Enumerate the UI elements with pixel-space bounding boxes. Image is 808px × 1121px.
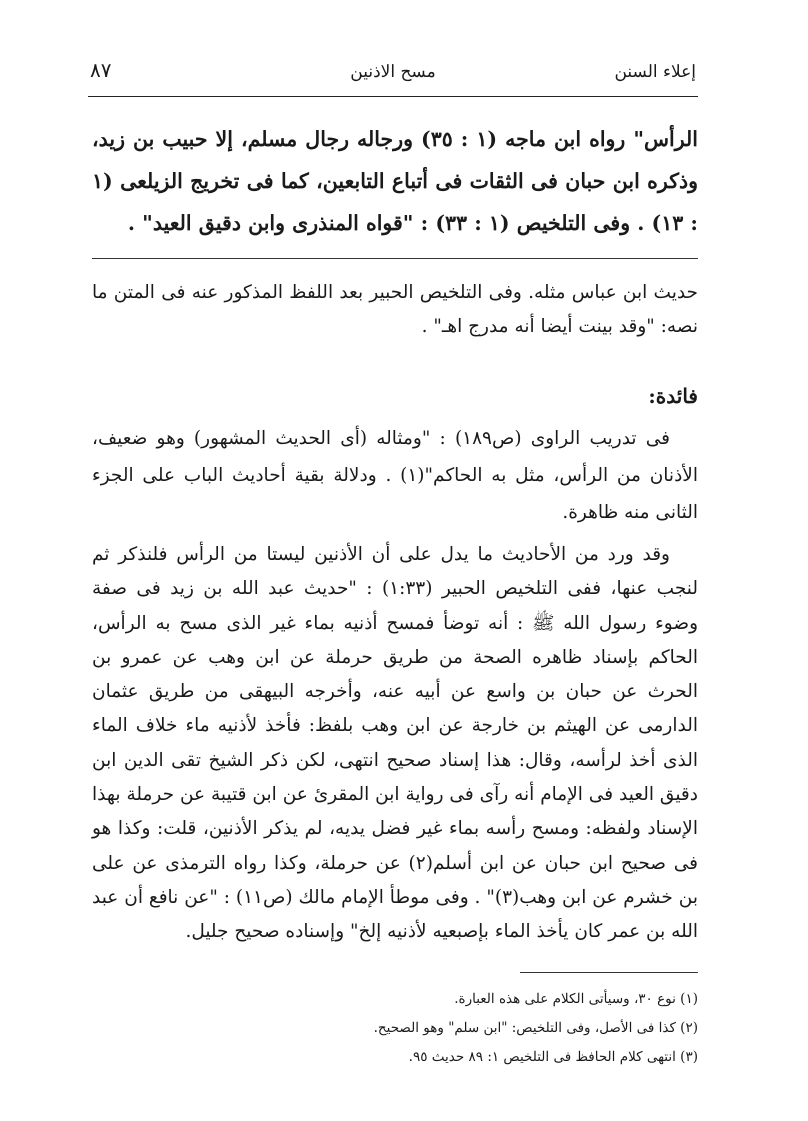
main-text: وقد ورد من الأحاديث ما يدل على أن الأذنين ليستا من الرأس فلنذكر ثم لنجب عنها، ففى التلخيص الحبير (١:٣٣) : "حديث عبد الله بن زيد فى صفة وضوء رسول الله ﷺ : أنه توضأ فمسح أذنيه بماء غير الذى مسح به الرأس، الحاكم بإسناد ظاهره الصحة من طريق حرملة عن ابن وهب عن عمرو بن الحرث عن حبان بن واسع عن أبيه عنه، وأخرجه البيهقى من طريق عثمان الدارمى عن الهيثم بن خارجة عن ابن وهب بلفظ: فأخذ لأذنيه ماء خلاف الماء الذى أخذ لرأسه، وقال: هذا إسناد صحيح انتهى، لكن ذكر الشيخ تقى الدين ابن دقيق العيد فى الإمام أنه رآى فى رواية ابن المقرئ عن ابن قتيبة عن حرملة بهذا الإسناد ولفظه: ومسح رأسه بماء غير فضل يديه، لم يذكر الأذنين، قلت: وكذا هو فى صحيح ابن حبان عن ابن أسلم(٢) عن حرملة، وكذا رواه الترمذى عن على بن خشرم عن ابن وهب(٣)" . وفى موطأ الإمام مالك (ص١١) : "عن نافع أن عبد الله بن عمر كان يأخذ الماء بإصبعيه لأذنيه إلخ" وإسناده صحيح جليل. bbox=[92, 544, 698, 943]
footnote-1: (١) نوع ٣٠، وسيأتى الكلام على هذه العبارة. bbox=[454, 991, 698, 1007]
sub-paragraph: حديث ابن عباس مثله. وفى التلخيص الحبير بعد اللفظ المذكور عنه فى المتن ما نصه: "وقد بينت أيضا أنه مدرج اهـ" . bbox=[92, 282, 698, 337]
top-paragraph: الرأس" رواه ابن ماجه (١ : ٣٥) ورجاله رجال مسلم، إلا حبيب بن زيد، وذكره ابن حبان فى الثقات فى أتباع التابعين، كما فى تخريج الزيلعى (١ : ١٣) . وفى التلخيص (١ : ٣٣) : "قواه المنذرى وابن دقيق العيد" . bbox=[92, 127, 698, 235]
faida-paragraph bbox=[92, 420, 698, 531]
chapter-title: مسح الاذنين bbox=[350, 62, 436, 82]
main-paragraph bbox=[92, 538, 698, 950]
running-header bbox=[90, 58, 696, 92]
footnotes bbox=[300, 985, 698, 1072]
section-divider bbox=[92, 258, 698, 259]
footnote-rule bbox=[520, 972, 698, 973]
faida-text: فى تدريب الراوى (ص١٨٩) : "ومثاله (أى الحديث المشهور) وهو ضعيف، الأذنان من الرأس، مثل به الحاكم"(١) . ودلالة بقية أحاديث الباب على الجزء الثانى منه ظاهرة. bbox=[92, 428, 698, 523]
page-number: ٨٧ bbox=[90, 58, 112, 82]
faida-heading: فائدة: bbox=[648, 384, 698, 408]
footnote-3: (٣) انتهى كلام الحافظ فى التلخيص ١: ٨٩ حديث ٩٥. bbox=[408, 1049, 698, 1065]
book-title: إعلاء السنن bbox=[614, 62, 696, 82]
header-rule bbox=[88, 96, 698, 97]
footnote-2: (٢) كذا فى الأصل، وفى التلخيص: "ابن سلم" وهو الصحيح. bbox=[373, 1020, 698, 1036]
